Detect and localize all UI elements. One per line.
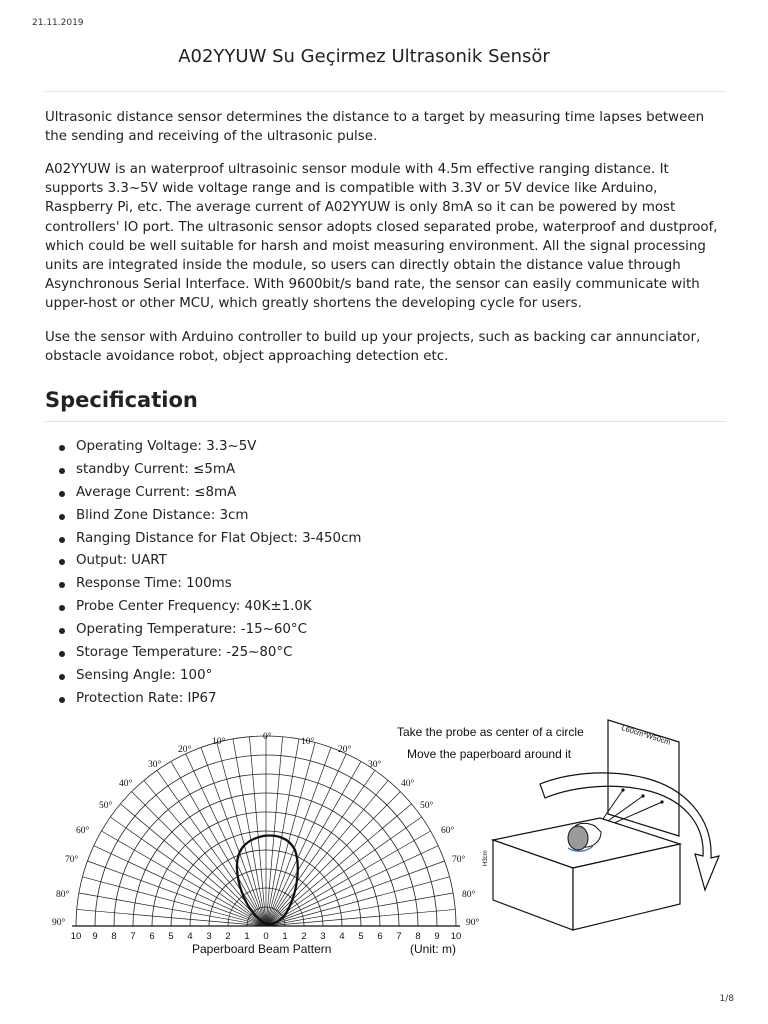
page-number: 1/8 (719, 994, 734, 1004)
axis-tick-label: 6 (149, 931, 155, 942)
axis-tick-label: 9 (434, 931, 440, 942)
axis-tick-label: 3 (320, 931, 326, 942)
angle-label-90-right: 90° (466, 918, 480, 928)
title-divider (45, 91, 726, 92)
angle-label-40-right: 40° (401, 779, 415, 789)
specification-item-text: Operating Temperature: -15~60°C (76, 622, 307, 638)
specification-item-text: Storage Temperature: -25~80°C (76, 645, 293, 661)
angle-label-20-right: 20° (338, 745, 352, 755)
sensor-height-label: H3cm (483, 850, 489, 866)
specification-item-text: Protection Rate: IP67 (76, 690, 217, 706)
axis-tick-label: 8 (111, 931, 117, 942)
specification-item (45, 459, 361, 482)
distance-axis-ticks (71, 931, 462, 942)
axis-tick-label: 10 (70, 931, 82, 942)
specification-item (45, 596, 361, 619)
axis-tick-label: 1 (282, 931, 288, 942)
angle-label-20-left: 20° (178, 745, 192, 755)
specification-item (45, 619, 361, 642)
specification-item (45, 436, 361, 459)
ray-dot-1 (621, 788, 624, 791)
specification-item (45, 482, 361, 505)
axis-tick-label: 4 (187, 931, 193, 942)
beam-pattern-unit: (Unit: m) (410, 942, 456, 956)
angle-label-90-left: 90° (52, 918, 66, 928)
specification-item-text: Output: UART (76, 553, 167, 569)
specification-item (45, 642, 361, 665)
axis-tick-label: 6 (377, 931, 383, 942)
angle-label-30-right: 30° (368, 760, 382, 770)
angle-label-70-right: 70° (452, 855, 466, 865)
axis-tick-label: 2 (301, 931, 307, 942)
page-title: A02YYUW Su Geçirmez Ultrasonik Sensör (178, 46, 550, 67)
bullet-icon (59, 674, 65, 680)
bullet-icon (59, 628, 65, 634)
angle-label-60-left: 60° (76, 826, 90, 836)
angle-label-50-right: 50° (420, 801, 434, 811)
beam-pattern-diagram (45, 718, 726, 962)
ray-dot-2 (641, 794, 644, 797)
grid-ray (266, 742, 315, 926)
specification-list (45, 436, 361, 711)
angle-label-30-left: 30° (148, 760, 162, 770)
specification-item (45, 505, 361, 528)
bullet-icon (59, 697, 65, 703)
axis-tick-label: 5 (358, 931, 364, 942)
specification-item (45, 688, 361, 711)
probe-face (568, 826, 588, 850)
print-date: 21.11.2019 (32, 18, 84, 28)
bullet-icon (59, 514, 65, 520)
angle-label-70-left: 70° (65, 855, 79, 865)
axis-tick-label: 4 (339, 931, 345, 942)
specification-item-text: Blind Zone Distance: 3cm (76, 507, 249, 523)
bullet-icon (59, 582, 65, 588)
axis-tick-label: 2 (225, 931, 231, 942)
axis-tick-label: 9 (92, 931, 98, 942)
specification-item (45, 528, 361, 551)
specification-item-text: Average Current: ≤8mA (76, 484, 237, 500)
angle-label-60-right: 60° (441, 826, 455, 836)
angle-label-50-left: 50° (99, 801, 113, 811)
instruction-line-1: Take the probe as center of a circle (397, 725, 584, 739)
bullet-icon (59, 445, 65, 451)
specification-item-text: Ranging Distance for Flat Object: 3-450cm (76, 530, 362, 546)
bullet-icon (59, 605, 65, 611)
specification-heading: Specification (45, 388, 198, 412)
bullet-icon (59, 468, 65, 474)
paperboard-size-label: L60cm*W50cm (620, 723, 672, 747)
beam-pattern-caption: Paperboard Beam Pattern (192, 942, 332, 956)
intro-paragraph-1: Ultrasonic distance sensor determines the distance to a target by measuring time lapses between the sending and receiving of the ultrasonic pulse. (45, 110, 705, 145)
instruction-line-2: Move the paperboard around it (407, 747, 572, 761)
axis-tick-label: 0 (263, 931, 269, 942)
axis-tick-label: 7 (130, 931, 136, 942)
bullet-icon (59, 491, 65, 497)
specification-item-text: Probe Center Frequency: 40K±1.0K (76, 599, 312, 615)
angle-label-10-right: 10° (301, 737, 315, 747)
axis-tick-label: 10 (450, 931, 462, 942)
axis-tick-label: 7 (396, 931, 402, 942)
bullet-icon (59, 651, 65, 657)
specification-item (45, 665, 361, 688)
ray-dot-3 (660, 800, 663, 803)
specification-item-text: standby Current: ≤5mA (76, 461, 236, 477)
polar-grid (72, 736, 460, 926)
axis-tick-label: 5 (168, 931, 174, 942)
angle-label-0: 0° (263, 732, 272, 742)
angle-label-80-right: 80° (462, 890, 476, 900)
bullet-icon (59, 559, 65, 565)
specification-item (45, 573, 361, 596)
grid-ray (266, 877, 450, 926)
axis-tick-label: 1 (244, 931, 250, 942)
specification-item-text: Operating Voltage: 3.3~5V (76, 439, 257, 454)
angle-label-40-left: 40° (119, 779, 133, 789)
intro-paragraph-2: A02YYUW is an waterproof ultrasoinic sensor module with 4.5m effective ranging distance. It supports 3.3~5V wide voltage range and is compatible with 3.3V or 5V device like Arduino, Raspberry Pi, etc. The average current of A02YYUW is only 8mA so it can be powered by most controllers' IO port. The ultrasonic sensor adopts closed separated probe, waterproof and dustproof, which could be well suitable for harsh and moist measuring environment. All the signal processing units are integrated inside the module, so users can directly obtain the distance value through Asynchronous Serial Interface. With 9600bit/s band rate, the sensor can easily communicate with upper-host or other MCU, which greatly shortens the developing cycle for users. (45, 162, 718, 312)
specification-item-text: Sensing Angle: 100° (76, 667, 213, 683)
beam-pattern-figure (45, 718, 726, 962)
bullet-icon (59, 537, 65, 543)
grid-ray (217, 742, 266, 926)
specification-item (45, 550, 361, 573)
axis-tick-label: 8 (415, 931, 421, 942)
angle-label-10-left: 10° (212, 737, 226, 747)
specification-item-text: Response Time: 100ms (76, 576, 232, 592)
specification-divider (45, 421, 726, 422)
angle-label-80-left: 80° (56, 890, 70, 900)
intro-paragraph-3: Use the sensor with Arduino controller to build up your projects, such as backing car annunciator, obstacle avoidance robot, object approaching detection etc. (45, 330, 701, 365)
axis-tick-label: 3 (206, 931, 212, 942)
